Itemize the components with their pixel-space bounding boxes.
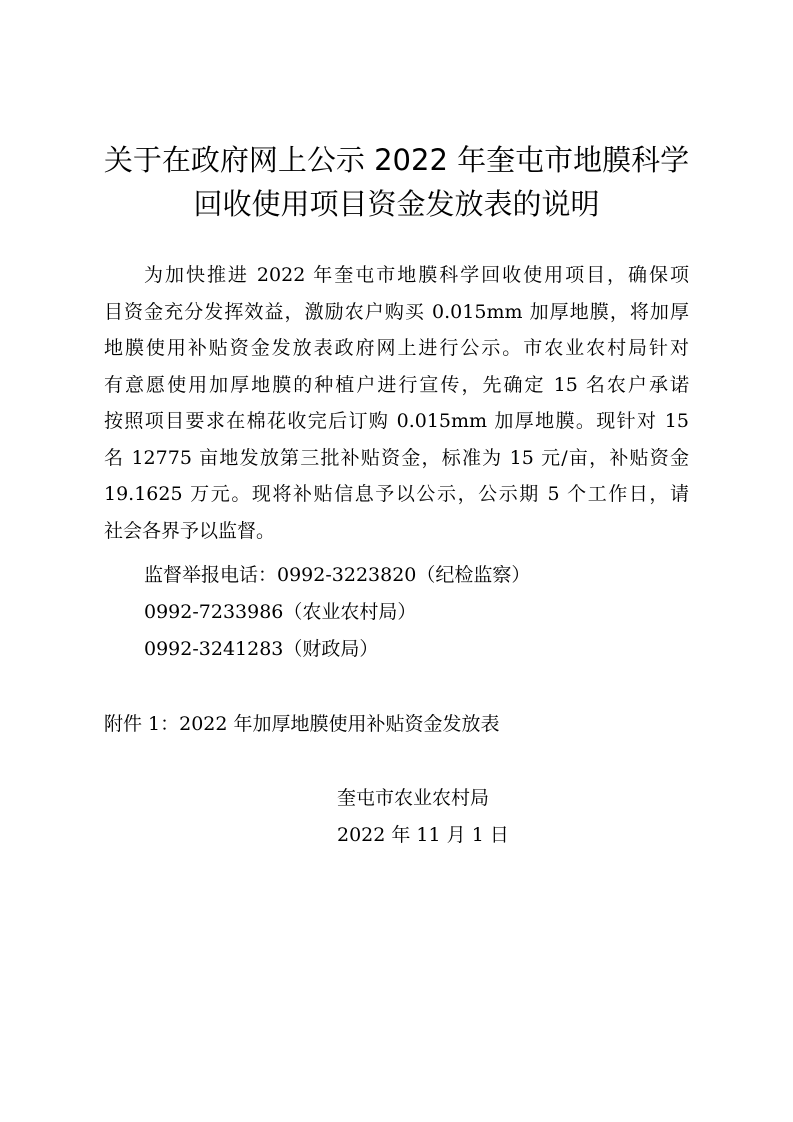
document-title-line-1: 关于在政府网上公示 2022 年奎屯市地膜科学 bbox=[103, 143, 690, 177]
paragraph-line: 为加快推进 2022 年奎屯市地膜科学回收使用项目，确保项 bbox=[144, 264, 689, 286]
paragraph-line: 19.1625 万元。现将补贴信息予以公示，公示期 5 个工作日，请 bbox=[104, 483, 689, 505]
attachment-note: 附件 1：2022 年加厚地膜使用补贴资金发放表 bbox=[104, 713, 500, 735]
paragraph-line: 地膜使用补贴资金发放表政府网上进行公示。市农业农村局针对 bbox=[104, 337, 689, 359]
paragraph-line: 目资金充分发挥效益，激励农户购买 0.015mm 加厚地膜，将加厚 bbox=[104, 300, 689, 323]
paragraph-line: 有意愿使用加厚地膜的种植户进行宣传，先确定 15 名农户承诺 bbox=[104, 373, 689, 396]
contact-phone-agriculture: 0992-7233986（农业农村局） bbox=[144, 601, 417, 623]
contact-phone-finance: 0992-3241283（财政局） bbox=[144, 638, 379, 660]
document-title-line-2: 回收使用项目资金发放表的说明 bbox=[193, 187, 600, 221]
contact-phone-discipline: 监督举报电话：0992-3223820（纪检监察） bbox=[144, 564, 531, 586]
paragraph-line: 名 12775 亩地发放第三批补贴资金，标准为 15 元/亩，补贴资金 bbox=[104, 446, 689, 469]
paragraph-line: 社会各界予以监督。 bbox=[104, 519, 276, 542]
signature-date: 2022 年 11 月 1 日 bbox=[337, 824, 509, 846]
signature-organization: 奎屯市农业农村局 bbox=[337, 787, 490, 809]
paragraph-line: 按照项目要求在棉花收完后订购 0.015mm 加厚地膜。现针对 15 bbox=[104, 410, 689, 432]
body-paragraph bbox=[104, 257, 689, 549]
